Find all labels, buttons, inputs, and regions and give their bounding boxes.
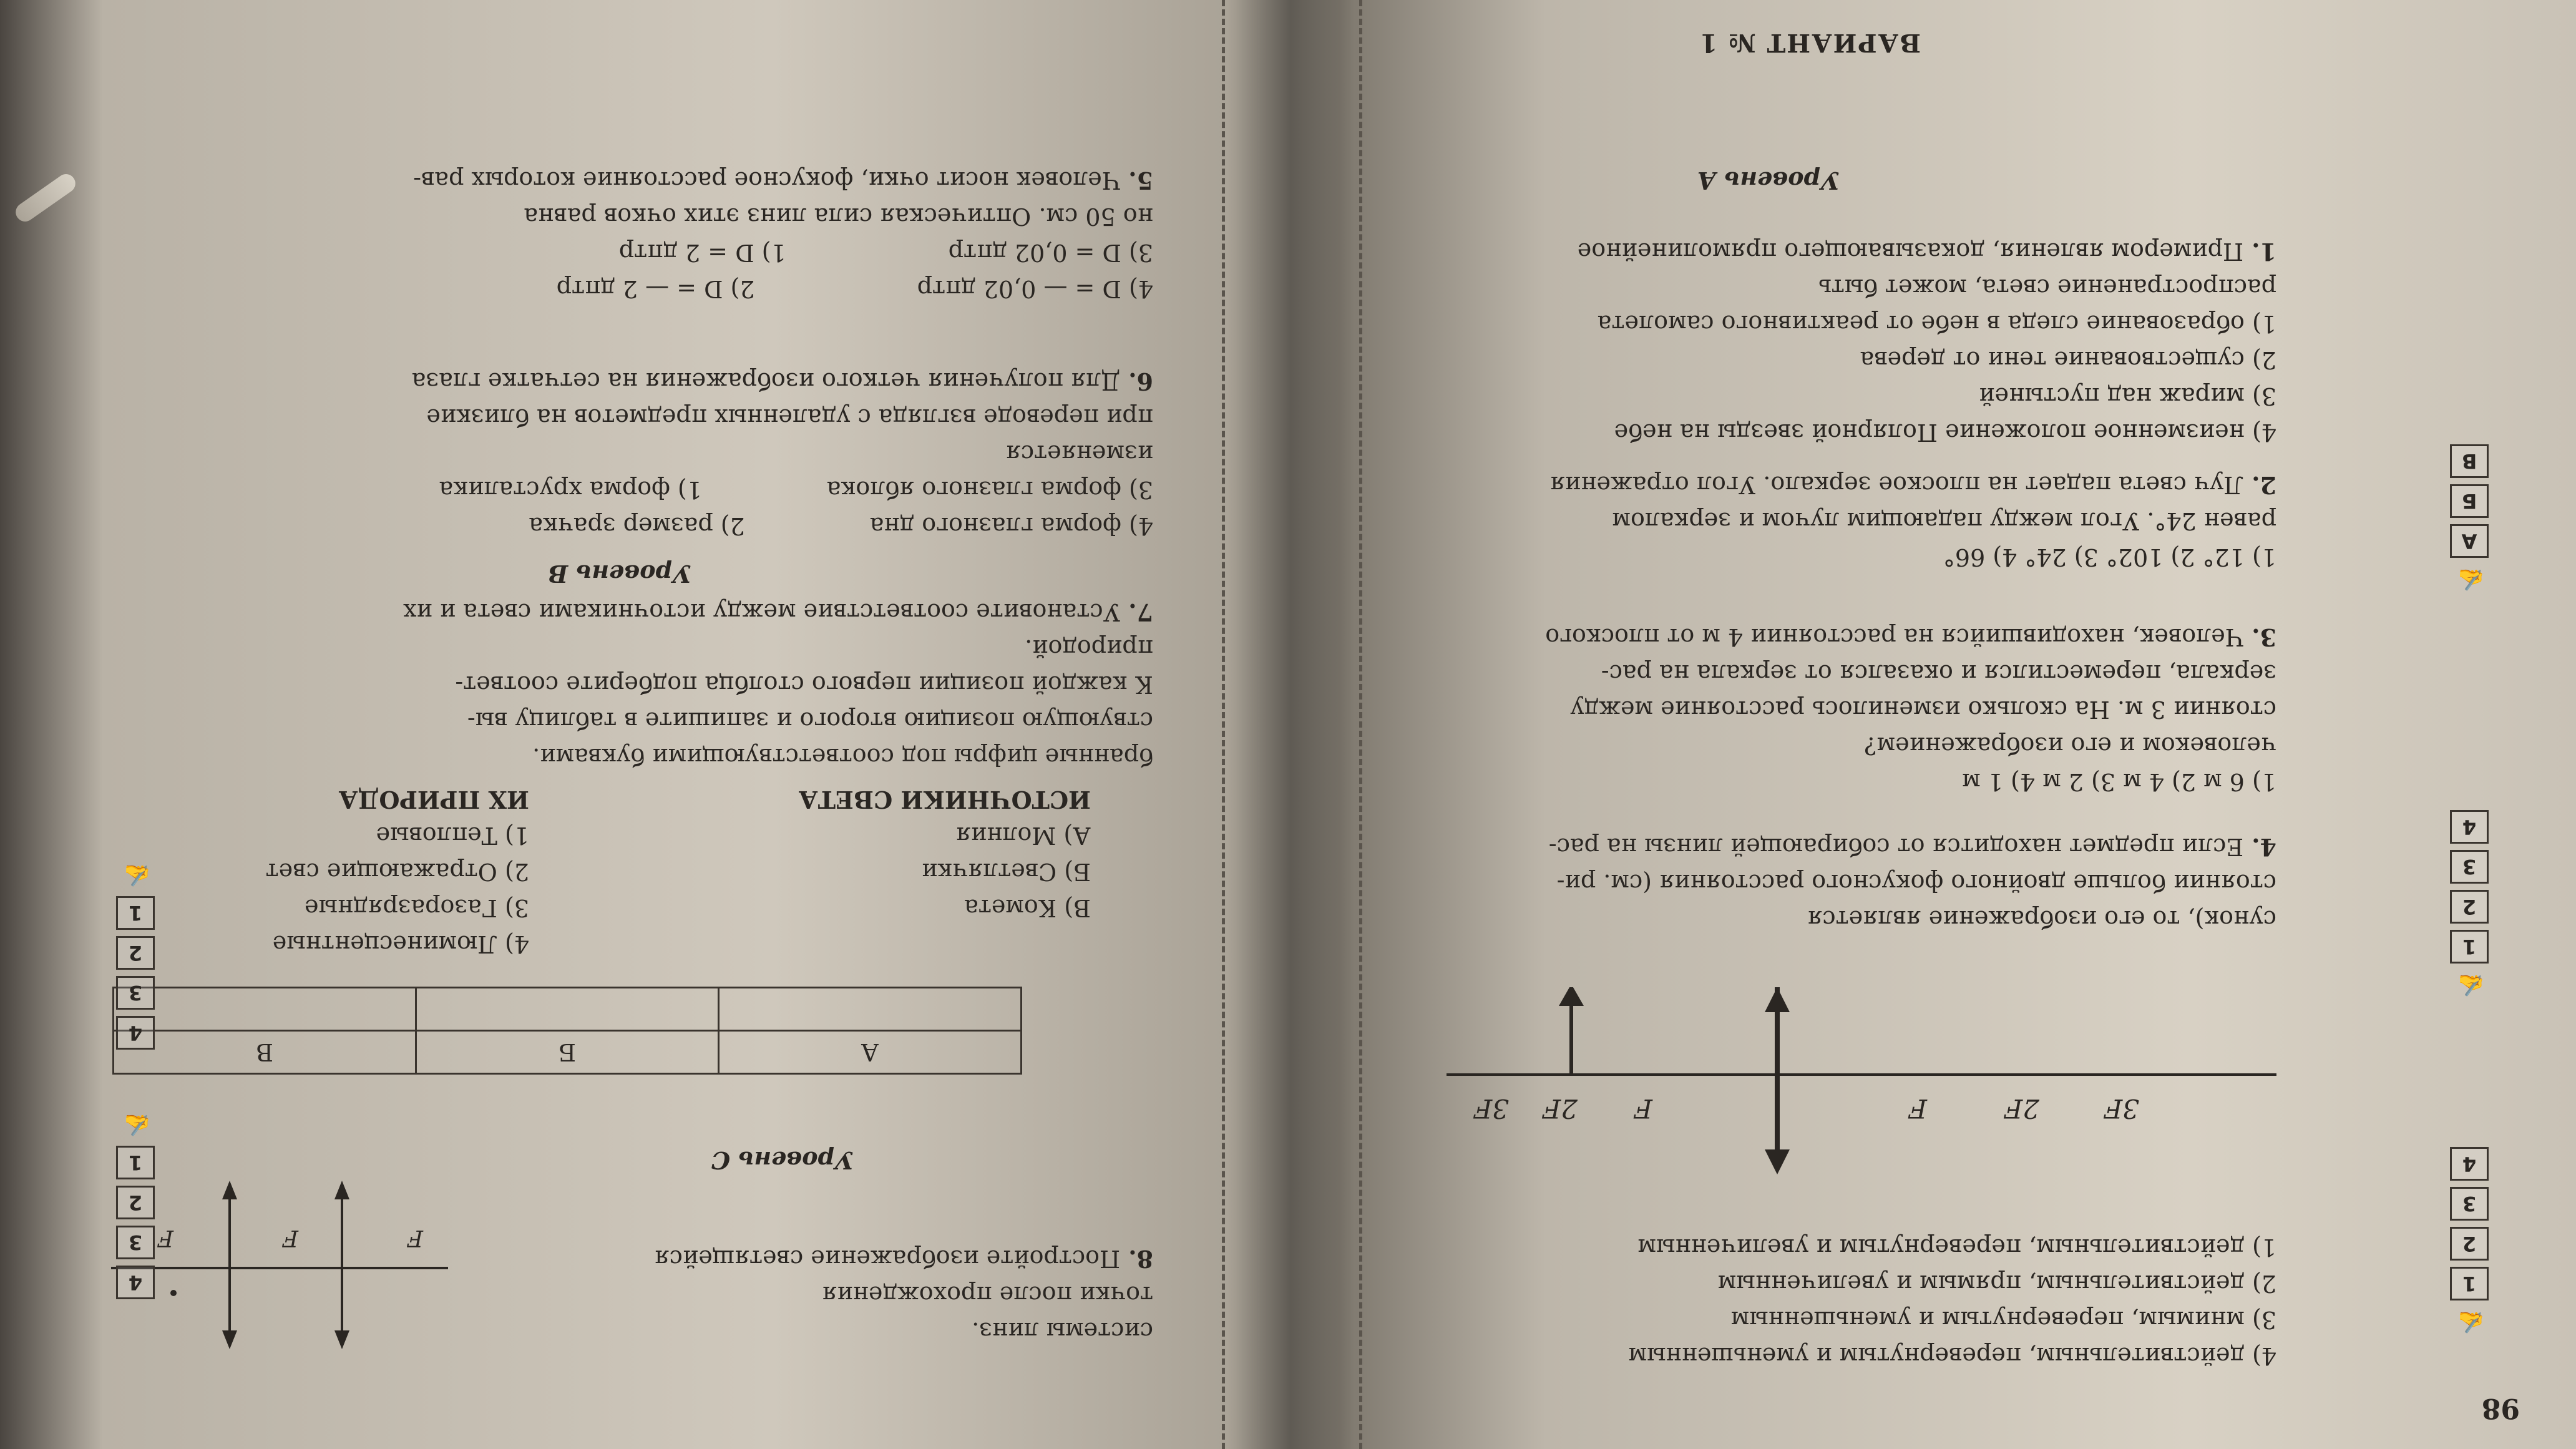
q4-option-1: 1) действительным, перевернутым и увеличенным [1637, 1234, 2276, 1261]
table-header-a: А [719, 1031, 1022, 1074]
q3-text-line: стоянии 3 м. На сколько изменилось расстояние между [1570, 696, 2276, 723]
table-header-v: В [114, 1031, 416, 1074]
q8-text-line: точки после прохождения [822, 1281, 1153, 1309]
question-7 [117, 594, 1153, 775]
q6-option-3: 3) форма глазного яблока [826, 476, 1153, 504]
q7-col2-header: ИХ ПРИРОДА [338, 786, 529, 814]
focus-label: F [283, 1225, 298, 1251]
axis-label: 2F [2004, 1093, 2039, 1124]
answer-box-2[interactable]: 2 [2450, 1227, 2489, 1261]
q6-options-row [117, 508, 1153, 544]
q8-text-line: 8. Постройте изображение светящейся [654, 1245, 1153, 1273]
lens-arrow-top [1765, 1149, 1790, 1174]
q1-text-line: распространение света, может быть [1818, 274, 2276, 301]
axis-label: 3F [1474, 1093, 1509, 1124]
light-point [170, 1290, 177, 1296]
focus-label: F [407, 1225, 423, 1251]
q1-text-line: 1. Примером явления, доказывающего прямолинейное [1577, 238, 2276, 266]
q7-col1-item: В) Комета [964, 894, 1091, 922]
answer-box-3[interactable]: 3 [116, 976, 155, 1010]
q3-options-line: 1) 6 м 2) 4 м 3) 2 м 4) 1 м [1962, 768, 2276, 796]
q5-text-line: 5. Человек носит очки, фокусное расстояние которых рав- [413, 167, 1153, 195]
answer-boxes-q1 [2450, 1147, 2489, 1337]
level-c-heading: Уровень С [711, 1146, 854, 1174]
question-2 [1390, 467, 2276, 575]
answer-box-a[interactable]: А [2450, 524, 2489, 558]
q3-text-line: 3. Человек, находившийся на расстоянии 4 м от плоского [1545, 623, 2276, 651]
question-8 [529, 1241, 1153, 1349]
q7-text-line: природой. [1025, 635, 1153, 662]
q6-text-line: 6. Для получения четкого изображения на сетчатке глаза [411, 368, 1153, 396]
q6-text-line: при переводе взгляда с удаленных предметов на близкие [426, 404, 1153, 431]
q1-option-2: 2) существование тени от дерева [1860, 346, 2276, 374]
answer-box-1[interactable]: 1 [116, 1146, 155, 1179]
level-a-heading: Уровень А [1697, 167, 1840, 195]
q5-options-row [117, 235, 1153, 271]
answer-box-v[interactable]: В [2450, 444, 2489, 478]
answer-box-3[interactable]: 3 [2450, 1187, 2489, 1221]
variant-title: ВАРИАНТ № 1 [1699, 28, 1921, 57]
lens-arrow-bottom [1765, 987, 1790, 1012]
q6-text-line: изменяется [1005, 440, 1153, 467]
answer-box-4[interactable]: 4 [116, 1266, 155, 1299]
q1-option-1: 1) образование следа в небе от реактивного самолета [1597, 310, 2276, 338]
answer-boxes-q5 [116, 1110, 155, 1299]
q2-text-line: 2. Луч света падает на плоское зеркало. Угол отражения [1549, 471, 2276, 499]
q4-option-3: 3) мнимым, перевернутым и уменьшенным [1730, 1306, 2276, 1334]
check-mark-icon: ✍ [124, 862, 151, 887]
q8-text-line: системы линз. [972, 1317, 1153, 1345]
question-4 [1390, 829, 2276, 937]
question-1 [1390, 233, 2276, 451]
lens-2-arrow [222, 1330, 237, 1349]
answer-box-2[interactable]: 2 [116, 1186, 155, 1219]
q1-option-3: 3) мираж над пустыней [1979, 383, 2276, 410]
q3-text-line: зеркала, переместился и оказался от зеркала на рас- [1601, 660, 2276, 687]
q5-option-1: 1) D = 2 дптр [618, 239, 786, 266]
page-number: 98 [2481, 1392, 2520, 1424]
answer-box-1[interactable]: 1 [2450, 1267, 2489, 1300]
question-3 [1390, 619, 2276, 800]
table-cell-a[interactable] [719, 988, 1022, 1031]
check-mark-icon: ✍ [2457, 567, 2485, 592]
answer-box-2[interactable]: 2 [2450, 890, 2489, 924]
q7-answer-table [112, 987, 1022, 1075]
book-spine-shadow [1228, 0, 1353, 1449]
q7-col2-item: 2) Отражающие свет [265, 858, 529, 886]
q5-option-3: 3) D = 0,02 дптр [948, 239, 1153, 266]
q7-text-line: К каждой позиции первого столбца подберите соответ- [455, 671, 1153, 698]
q2-options-line: 1) 12° 2) 102° 3) 24° 4) 66° [1943, 544, 2276, 571]
q4-option-4: 4) действительным, перевернутым и уменьшенным [1628, 1342, 2276, 1370]
q7-col1-item: А) Молния [955, 822, 1091, 849]
page-right [0, 0, 1228, 1449]
q7-col1-item: Б) Светлячки [921, 858, 1091, 886]
answer-box-4[interactable]: 4 [2450, 810, 2489, 844]
table-cell-b[interactable] [416, 988, 719, 1031]
q6-option-2: 2) размер зрачка [529, 512, 745, 540]
axis-label: F [1634, 1093, 1652, 1124]
table-header-b: Б [416, 1031, 719, 1074]
q4-text-line: сунок), то его изображение является [1807, 905, 2276, 933]
table-cell-v[interactable] [114, 988, 416, 1031]
q7-text-line: 7. Установите соответствие между источниками света и их [403, 598, 1153, 627]
object-arrow-head [1559, 987, 1584, 1006]
answer-box-3[interactable]: 3 [116, 1226, 155, 1259]
q7-text-line: бранные цифры под соответствующими буквами. [532, 743, 1153, 771]
pencil-icon [12, 170, 79, 225]
q7-col2-item: 3) Газоразрядные [305, 894, 529, 922]
level-b-heading: Уровень В [547, 560, 691, 588]
answer-boxes-q7 [2450, 444, 2489, 594]
axis-label: 2F [1543, 1093, 1578, 1124]
q7-col2-item: 4) Люминесцентные [272, 930, 529, 958]
q7-col2-item: 1) Тепловые [376, 822, 529, 849]
answer-box-4[interactable]: 4 [2450, 1147, 2489, 1181]
q5-option-4: 4) D = — 0,02 дптр [917, 275, 1153, 303]
answer-box-2[interactable]: 2 [116, 936, 155, 970]
answer-boxes-q2 [2450, 810, 2489, 1000]
check-mark-icon: ✍ [2457, 972, 2485, 997]
lens-2-arrow [222, 1181, 237, 1199]
q5-options-row [117, 271, 1153, 307]
q6-options-row [117, 472, 1153, 508]
q4-text-line: стоянии больше двойного фокусного расстояния (см. ри- [1556, 869, 2276, 897]
q3-text-line: человеком и его изображением? [1864, 732, 2276, 759]
q2-text-line: равен 24°. Угол между падающим лучом и зеркалом [1612, 507, 2276, 535]
answer-box-3[interactable]: 3 [2450, 850, 2489, 884]
axis-label: 3F [2104, 1093, 2139, 1124]
answer-box-1[interactable]: 1 [116, 896, 155, 930]
axis-label: F [1908, 1093, 1927, 1124]
focus-label: F [158, 1225, 173, 1251]
answer-box-b[interactable]: Б [2450, 484, 2489, 518]
q1-option-4: 4) неизменное положение Полярной звезды на небе [1614, 419, 2276, 446]
q7-col1-header: ИСТОЧНИКИ СВЕТА [798, 786, 1091, 814]
answer-box-1[interactable]: 1 [2450, 930, 2489, 964]
check-mark-icon: ✍ [124, 1112, 151, 1137]
q7-col1 [654, 781, 1091, 926]
page-left [1353, 0, 2576, 1449]
q4-options [1403, 1229, 2276, 1374]
answer-box-4[interactable]: 4 [116, 1016, 155, 1050]
lens-1-arrow [334, 1330, 349, 1349]
q4-option-2: 2) действительным, прямым и увеличенным [1717, 1270, 2276, 1297]
q4-text-line: 4. Если предмет находится от собирающей линзы на рас- [1548, 833, 2276, 861]
q5-option-2: 2) D = — 2 дптр [556, 275, 755, 303]
cut-line-left [1359, 0, 1362, 1449]
q6-option-1: 1) форма хрусталика [439, 476, 702, 504]
lens-1-arrow [334, 1181, 349, 1199]
answer-boxes-q6 [116, 860, 155, 1050]
q6-option-4: 4) форма глазного дна [869, 512, 1153, 540]
question-6 [117, 363, 1153, 544]
q7-text-line: ствующую позицию второго и запишите в таблицу вы- [467, 707, 1153, 734]
q7-col2 [30, 781, 529, 962]
check-mark-icon: ✍ [2457, 1309, 2485, 1334]
q5-text-line: но 50 см. Оптическая сила линз этих очков равна [524, 203, 1153, 230]
q4-lens-diagram [1434, 987, 2276, 1174]
question-5 [117, 162, 1153, 307]
